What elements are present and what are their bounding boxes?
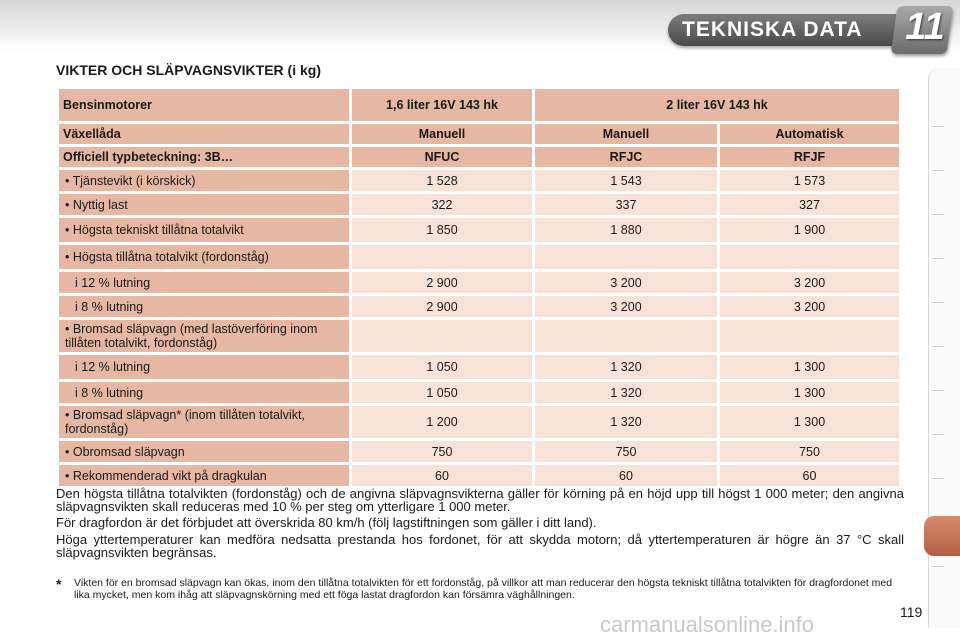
value-cell: 1 573	[720, 170, 899, 191]
value-cell: 1 850	[352, 218, 532, 242]
side-tab-divider	[932, 302, 944, 303]
row-label: • Bromsad släpvagn* (inom tillåten totalvikt, fordonståg)	[59, 406, 349, 438]
side-tab-divider	[932, 434, 944, 435]
value-cell: 1 320	[535, 355, 717, 379]
value-cell: 1 320	[535, 382, 717, 403]
value-cell: 3 200	[720, 272, 899, 293]
value-cell: 337	[535, 194, 717, 215]
type-label: Officiell typbeteckning: 3B…	[59, 147, 349, 167]
value-cell: 750	[352, 441, 532, 462]
table-row	[59, 194, 899, 215]
side-tab-divider	[932, 258, 944, 259]
engine-row	[59, 89, 899, 121]
row-label: • Tjänstevikt (i körskick)	[59, 170, 349, 191]
paragraph-temperature: Höga yttertemperaturer kan medföra nedsatta prestanda hos fordonet, för att skydda motorn; då yttertemperaturen är högre än 37 °C skall släpvagnsvikten begränsas.	[56, 532, 904, 560]
value-cell: 1 300	[720, 382, 899, 403]
value-cell: 1 050	[352, 382, 532, 403]
value-cell: 1 300	[720, 355, 899, 379]
value-cell: 1 200	[352, 406, 532, 438]
value-cell: 2 900	[352, 272, 532, 293]
gearbox-cell: Manuell	[352, 124, 532, 144]
table-row	[59, 320, 899, 352]
row-label: • Nyttig last	[59, 194, 349, 215]
value-cell: 327	[720, 194, 899, 215]
side-tab-divider	[932, 170, 944, 171]
table-row	[59, 382, 899, 403]
side-tab-active-chapter[interactable]	[924, 516, 960, 556]
value-cell: 1 320	[535, 406, 717, 438]
chapter-number: 11	[905, 6, 945, 48]
page-number: 119	[900, 604, 923, 620]
type-cell: RFJF	[720, 147, 899, 167]
value-cell: 1 050	[352, 355, 532, 379]
gearbox-cell: Manuell	[535, 124, 717, 144]
side-tab-divider	[932, 126, 944, 127]
engine-label: Bensinmotorer	[59, 89, 349, 121]
value-cell: 3 200	[720, 296, 899, 317]
row-label: i 12 % lutning	[59, 355, 349, 379]
table-row	[59, 441, 899, 462]
value-cell	[535, 320, 717, 352]
value-cell: 3 200	[535, 272, 717, 293]
row-label: • Högsta tekniskt tillåtna totalvikt	[59, 218, 349, 242]
value-cell: 1 900	[720, 218, 899, 242]
value-cell: 1 543	[535, 170, 717, 191]
value-cell: 750	[535, 441, 717, 462]
row-label: • Bromsad släpvagn (med lastöverföring inom tillåten totalvikt, fordonståg)	[59, 320, 349, 352]
value-cell: 1 880	[535, 218, 717, 242]
row-label: • Obromsad släpvagn	[59, 441, 349, 462]
value-cell: 750	[720, 441, 899, 462]
table-row	[59, 296, 899, 317]
gearbox-row	[59, 124, 899, 144]
paragraph-altitude: Den högsta tillåtna totalvikten (fordonståg) och de angivna släpvagnsvikterna gäller för körning på en höjd upp till högst 1 000 meter; den angivna släpvagnsvikten skall reduceras med 10 % per steg om ytterligare 1 000 meter.	[56, 486, 904, 514]
engine-20-header: 2 liter 16V 143 hk	[535, 89, 899, 121]
value-cell: 3 200	[535, 296, 717, 317]
watermark: carmanualsonline.info	[600, 612, 815, 637]
row-label: • Högsta tillåtna totalvikt (fordonståg)	[59, 245, 349, 269]
engine-16-header: 1,6 liter 16V 143 hk	[352, 89, 532, 121]
value-cell	[720, 320, 899, 352]
table-row	[59, 272, 899, 293]
side-tab-divider	[932, 346, 944, 347]
weights-table	[56, 86, 902, 489]
footnote: Vikten för en bromsad släpvagn kan ökas, inom den tillåtna totalvikten för ett fordonståg, på villkor att man reducerar den högsta tekniskt tillåtna totalvikten för dragfordonet med lika mycket, men kom ihåg att släpvagnskörning med ett föga lastat dragfordon kan försämra väghållningen.	[74, 577, 893, 601]
value-cell: 322	[352, 194, 532, 215]
value-cell	[352, 245, 532, 269]
side-tab-divider	[932, 214, 944, 215]
row-label: i 8 % lutning	[59, 382, 349, 403]
section-title: VIKTER OCH SLÄPVAGNSVIKTER (i kg)	[56, 62, 321, 78]
value-cell: 60	[720, 465, 899, 486]
gearbox-cell: Automatisk	[720, 124, 899, 144]
value-cell: 2 900	[352, 296, 532, 317]
row-label: • Rekommenderad vikt på dragkulan	[59, 465, 349, 486]
value-cell: 1 528	[352, 170, 532, 191]
type-cell: RFJC	[535, 147, 717, 167]
value-cell: 60	[535, 465, 717, 486]
table-body	[59, 170, 899, 486]
gearbox-label: Växellåda	[59, 124, 349, 144]
value-cell	[535, 245, 717, 269]
value-cell: 60	[352, 465, 532, 486]
value-cell	[720, 245, 899, 269]
table-row	[59, 218, 899, 242]
footnote-mark: *	[56, 576, 62, 592]
row-label: i 8 % lutning	[59, 296, 349, 317]
row-label: i 12 % lutning	[59, 272, 349, 293]
value-cell	[352, 320, 532, 352]
type-row	[59, 147, 899, 167]
page-header-title: TEKNISKA DATA	[682, 18, 863, 41]
table-row	[59, 170, 899, 191]
value-cell: 1 300	[720, 406, 899, 438]
side-tab-divider	[932, 390, 944, 391]
type-cell: NFUC	[352, 147, 532, 167]
side-tab-divider	[932, 478, 944, 479]
table-row	[59, 355, 899, 379]
table-row	[59, 245, 899, 269]
table-row	[59, 406, 899, 438]
side-tab-divider	[932, 566, 944, 567]
paragraph-speed: För dragfordon är det förbjudet att överskrida 80 km/h (följ lagstiftningen som gäller i ditt land).	[56, 515, 597, 530]
table-row	[59, 465, 899, 486]
